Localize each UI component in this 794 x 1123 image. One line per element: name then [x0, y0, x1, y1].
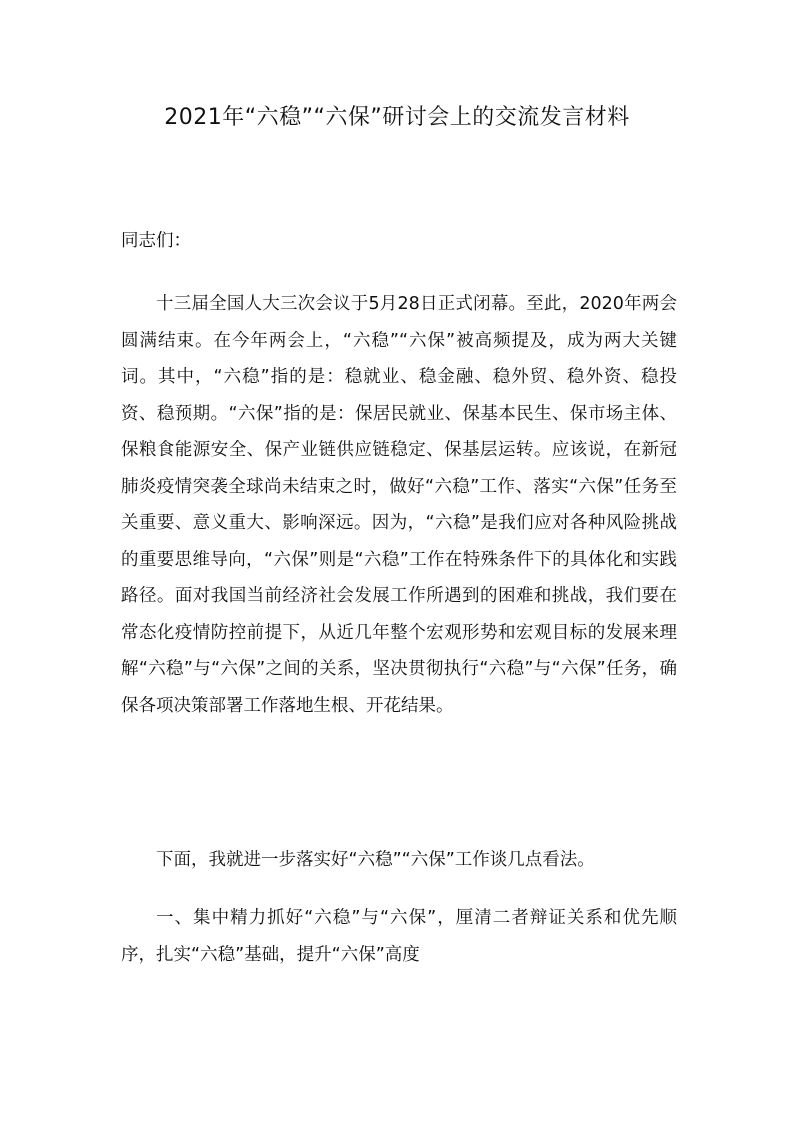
paragraph-intro: 十三届全国人大三次会议于5月28日正式闭幕。至此，2020年两会圆满结束。在今年两会上，“六稳”“六保”被高频提及，成为两大关键词。其中，“六稳”指的是：稳就业、稳金融、稳外贸、稳外资、稳投资、稳预期。“六保”指的是：保居民就业、保基本民生、保市场主体、保粮食能源安全、保产业链供应链稳定、保基层运转。应该说，在新冠肺炎疫情突袭全球尚未结束之时，做好“六稳”工作、落实“六保”任务至关重要、意义重大、影响深远。因为，“六稳”是我们应对各种风险挑战的重要思维导向，“六保”则是“六稳”工作在特殊条件下的具体化和实践路径。面对我国当前经济社会发展工作所遇到的困难和挑战，我们要在常态化疫情防控前提下，从近几年整个宏观形势和宏观目标的发展来理解“六稳”与“六保”之间的关系，坚决贯彻执行“六稳”与“六保”任务，确保各项决策部署工作落地生根、开花结果。 — [121, 294, 677, 716]
salutation: 同志们： — [121, 231, 191, 251]
paragraph-transition: 下面，我就进一步落实好“六稳”“六保”工作谈几点看法。 — [156, 850, 595, 870]
section-heading-1: 一、集中精力抓好“六稳”与“六保”，厘清二者辩证关系和优先顺序，扎实“六稳”基础，提升“六保”高度 — [121, 908, 677, 965]
document-title: 2021年“六稳”“六保”研讨会上的交流发言材料 — [164, 105, 630, 130]
